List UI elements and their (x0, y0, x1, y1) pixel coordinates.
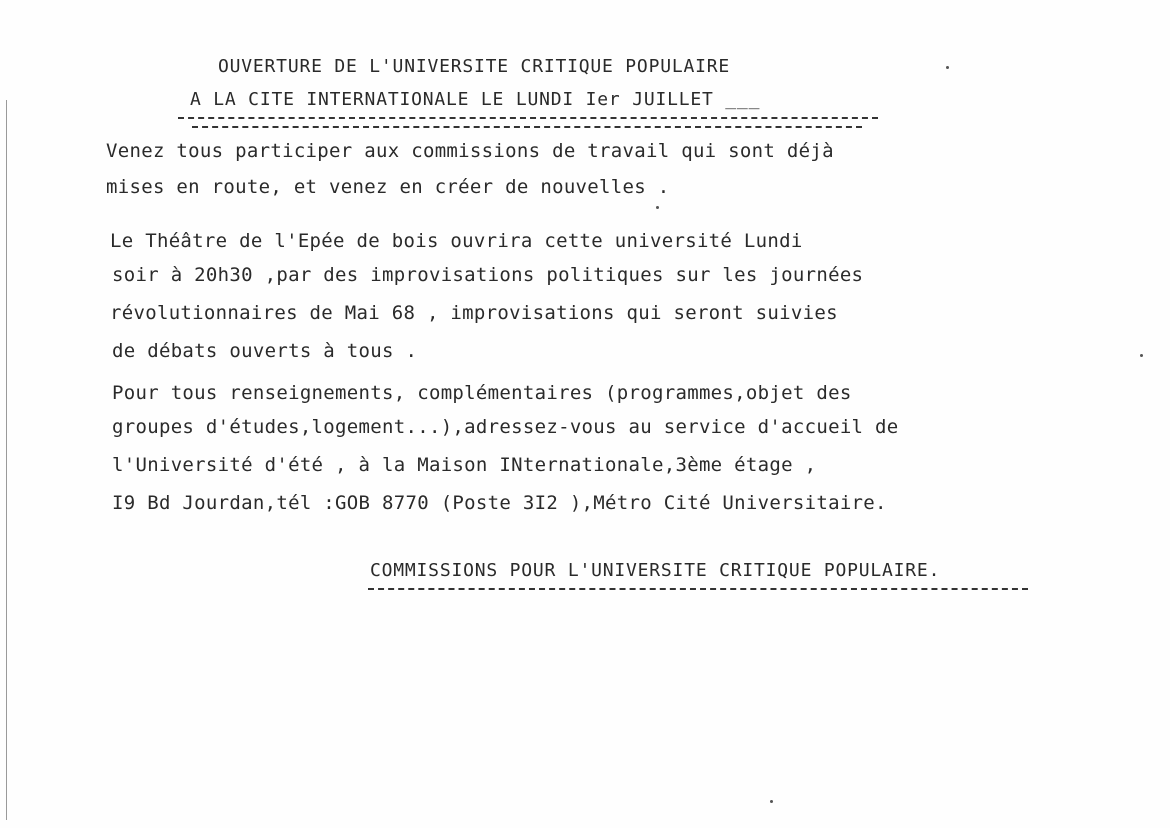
heading-line-2: A LA CITE INTERNATIONALE LE LUNDI Ier JUILLET ___ (190, 89, 761, 110)
paragraph-3-line-4: I9 Bd Jourdan,tél :GOB 8770 (Poste 3I2 ),Métro Cité Universitaire. (112, 492, 887, 514)
paper-speck (770, 800, 773, 803)
heading-line-1: OUVERTURE DE L'UNIVERSITE CRITIQUE POPULAIRE (218, 56, 731, 77)
paragraph-3-line-2: groupes d'études,logement...),adressez-vous au service d'accueil de (112, 416, 899, 438)
heading-underline (178, 117, 878, 119)
paragraph-2-line-2: soir à 20h30 ,par des improvisations politiques sur les journées (112, 264, 864, 286)
paragraph-2-line-3: révolutionnaires de Mai 68 , improvisations qui seront suivies (110, 302, 838, 324)
paper-speck (946, 66, 949, 69)
paper-speck (1140, 354, 1143, 357)
paragraph-3-line-1: Pour tous renseignements, complémentaires (programmes,objet des (112, 382, 852, 404)
signature-line: COMMISSIONS POUR L'UNIVERSITE CRITIQUE POPULAIRE. (370, 560, 941, 581)
paragraph-3-line-3: l'Université d'été , à la Maison INternationale,3ème étage , (112, 454, 817, 476)
paragraph-2-line-1: Le Théâtre de l'Epée de bois ouvrira cette université Lundi (110, 230, 803, 252)
paragraph-2-line-4: de débats ouverts à tous . (112, 340, 418, 362)
heading-underline-second (192, 126, 862, 128)
page-edge-line (6, 100, 7, 820)
paragraph-1-line-1: Venez tous participer aux commissions de travail qui sont déjà (106, 140, 834, 162)
signature-underline (368, 588, 1028, 590)
paragraph-1-line-2: mises en route, et venez en créer de nouvelles . (106, 176, 670, 198)
paper-speck (656, 206, 659, 209)
